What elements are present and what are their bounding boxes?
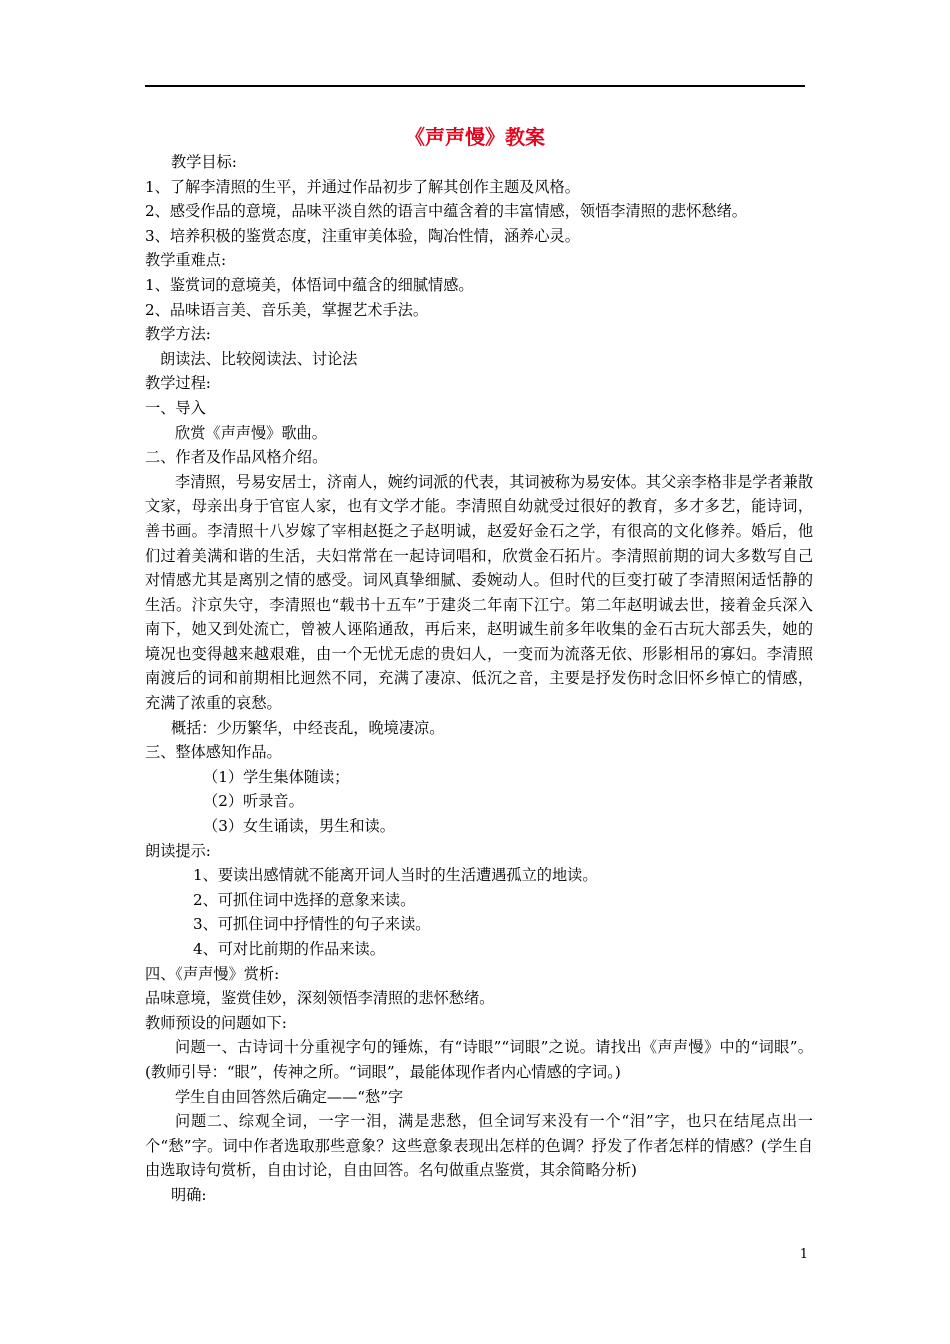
section-3-item: （2）听录音。 bbox=[203, 792, 304, 811]
question-1-answer: 学生自由回答然后确定——“愁”字 bbox=[175, 1087, 404, 1106]
process-heading: 教学过程: bbox=[145, 374, 211, 393]
section-3-item: （1）学生集体随读； bbox=[203, 767, 350, 786]
key-point-item: 2、品味语言美、音乐美，掌握艺术手法。 bbox=[145, 300, 429, 319]
document-title: 《声声慢》教案 bbox=[405, 125, 545, 149]
document-body bbox=[145, 150, 813, 1208]
methods-heading: 教学方法: bbox=[145, 325, 211, 344]
section-3-item: （3）女生诵读，男生和读。 bbox=[203, 817, 395, 836]
summary-line: 概括：少历繁华，中经丧乱，晚境凄凉。 bbox=[171, 718, 445, 737]
section-1-text: 欣赏《声声慢》歌曲。 bbox=[175, 423, 327, 442]
goal-item: 3、培养积极的鉴赏态度，注重审美体验，陶冶性情，涵养心灵。 bbox=[145, 226, 580, 245]
reading-tip: 3、可抓住词中抒情性的句子来读。 bbox=[193, 915, 431, 934]
header-rule bbox=[145, 85, 805, 87]
section-2-heading: 二、作者及作品风格介绍。 bbox=[145, 448, 328, 467]
reading-tip: 4、可对比前期的作品来读。 bbox=[193, 940, 385, 958]
reading-tips-heading: 朗读提示: bbox=[145, 841, 211, 860]
section-4-text: 品味意境，鉴赏佳妙，深刻领悟李清照的悲怀愁绪。 bbox=[145, 989, 495, 1008]
clarify-label: 明确: bbox=[171, 1185, 207, 1204]
key-point-item: 1、鉴赏词的意境美，体悟词中蕴含的细腻情感。 bbox=[145, 275, 474, 294]
question-1: 问题一、古诗词十分重视字句的锤炼，有“诗眼”“词眼”之说。请找出《声声慢》中的“词眼”。(教师引导：“眼”，传神之所。“词眼”，最能体现作者内心情感的字词。) bbox=[145, 1038, 813, 1081]
goals-heading: 教学目标: bbox=[171, 153, 237, 171]
author-biography: 李清照，号易安居士，济南人，婉约词派的代表，其词被称为易安体。其父亲李格非是学者兼散文家，母亲出身于官宦人家，也有文学才能。李清照自幼就受过很好的教育，多才多艺，能诗词，善书画。李清照十八岁嫁了宰相赵挺之子赵明诚，赵爱好金石之学，有很高的文化修养。婚后，他们过着美满和谐的生活，夫妇常常在一起诗词唱和，欣赏金石拓片。李清照前期的词大多数写自己对情感尤其是离别之情的感受。词风真挚细腻、委婉动人。但时代的巨变打破了李清照闲适恬静的生活。汴京失守，李清照也“载书十五车”于建炎二年南下江宁。第二年赵明诚去世，接着金兵深入南下，她又到处流亡，曾被人诬陷通敌，再后来，赵明诚生前多年收集的金石古玩大部丢失，她的境况也变得越来越艰难，由一个无忧无虑的贵妇人，一变而为流落无依、形影相吊的寡妇。李清照南渡后的词和前期相比迥然不同，充满了凄凉、低沉之音，主要是抒发伤时念旧怀乡悼亡的情感，充满了浓重的哀愁。 bbox=[145, 472, 813, 713]
goal-item: 1、了解李清照的生平，并通过作品初步了解其创作主题及风格。 bbox=[145, 177, 580, 196]
reading-tip: 1、要读出感情就不能离开词人当时的生活遭遇孤立的地读。 bbox=[193, 866, 598, 885]
key-points-heading: 教学重难点: bbox=[145, 251, 227, 270]
section-3-heading: 三、整体感知作品。 bbox=[145, 743, 282, 762]
page-number: 1 bbox=[799, 1247, 808, 1262]
methods-text: 朗读法、比较阅读法、讨论法 bbox=[160, 349, 358, 368]
section-1-heading: 一、导入 bbox=[145, 398, 206, 417]
question-2: 问题二、综观全词，一字一泪，满是悲愁，但全词写来没有一个“泪”字，也只在结尾点出一个“愁”字。词中作者选取那些意象？这些意象表现出怎样的色调？抒发了作者怎样的情感？(学生自由选取诗句赏析，自由讨论，自由回答。名句做重点鉴赏，其余简略分析) bbox=[145, 1112, 813, 1180]
goal-item: 2、感受作品的意境，品味平淡自然的语言中蕴含着的丰富情感，领悟李清照的悲怀愁绪。 bbox=[145, 202, 747, 221]
section-4-heading: 四、《声声慢》赏析: bbox=[145, 964, 280, 983]
preset-questions-heading: 教师预设的问题如下: bbox=[145, 1013, 287, 1032]
reading-tip: 2、可抓住词中选择的意象来读。 bbox=[193, 890, 416, 909]
